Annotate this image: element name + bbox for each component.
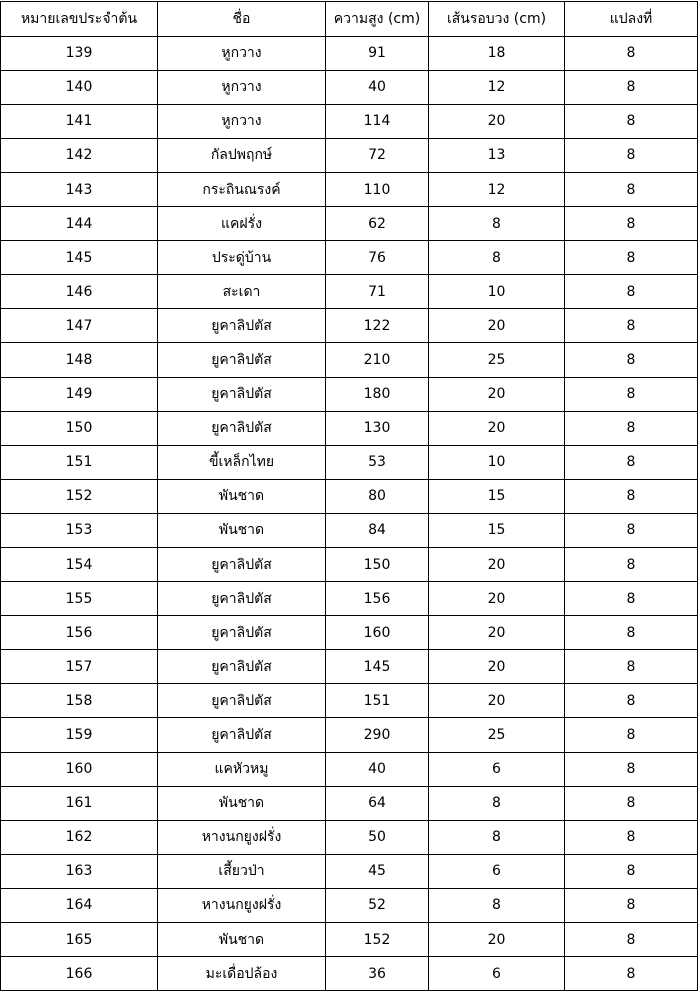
table-row — [1, 548, 698, 582]
table-row — [1, 582, 698, 616]
table-row — [1, 70, 698, 104]
cell-height: 50 — [326, 820, 429, 854]
cell-name: หางนกยูงฝรั่ง — [158, 820, 326, 854]
cell-circumference: 20 — [429, 104, 565, 138]
cell-name: ขี้เหล็กไทย — [158, 445, 326, 479]
table-body — [1, 36, 698, 991]
cell-name: พันชาด — [158, 786, 326, 820]
cell-circumference: 6 — [429, 957, 565, 991]
cell-name: พันชาด — [158, 479, 326, 513]
cell-plot: 8 — [565, 957, 698, 991]
cell-tree-id: 151 — [1, 445, 158, 479]
table-row — [1, 957, 698, 991]
cell-tree-id: 145 — [1, 241, 158, 275]
table-row — [1, 684, 698, 718]
cell-circumference: 15 — [429, 513, 565, 547]
cell-name: พันชาด — [158, 513, 326, 547]
cell-plot: 8 — [565, 445, 698, 479]
cell-plot: 8 — [565, 343, 698, 377]
cell-name: ยูคาลิปตัส — [158, 582, 326, 616]
cell-height: 290 — [326, 718, 429, 752]
cell-tree-id: 157 — [1, 650, 158, 684]
cell-plot: 8 — [565, 138, 698, 172]
cell-height: 40 — [326, 752, 429, 786]
cell-name: ยูคาลิปตัส — [158, 650, 326, 684]
cell-circumference: 20 — [429, 616, 565, 650]
table-row — [1, 616, 698, 650]
cell-name: ยูคาลิปตัส — [158, 684, 326, 718]
table-row — [1, 343, 698, 377]
cell-name: ยูคาลิปตัส — [158, 548, 326, 582]
cell-circumference: 8 — [429, 786, 565, 820]
cell-name: สะเดา — [158, 275, 326, 309]
cell-tree-id: 148 — [1, 343, 158, 377]
cell-tree-id: 161 — [1, 786, 158, 820]
cell-plot: 8 — [565, 36, 698, 70]
cell-tree-id: 154 — [1, 548, 158, 582]
table-row — [1, 138, 698, 172]
cell-height: 150 — [326, 548, 429, 582]
cell-tree-id: 164 — [1, 888, 158, 922]
cell-plot: 8 — [565, 923, 698, 957]
cell-height: 76 — [326, 241, 429, 275]
table-row — [1, 888, 698, 922]
header-tree-id: หมายเลขประจำต้น — [1, 2, 158, 37]
table-row — [1, 650, 698, 684]
cell-circumference: 20 — [429, 411, 565, 445]
cell-tree-id: 160 — [1, 752, 158, 786]
cell-circumference: 18 — [429, 36, 565, 70]
cell-plot: 8 — [565, 70, 698, 104]
table-row — [1, 923, 698, 957]
cell-circumference: 13 — [429, 138, 565, 172]
cell-height: 80 — [326, 479, 429, 513]
cell-name: ยูคาลิปตัส — [158, 377, 326, 411]
cell-circumference: 8 — [429, 241, 565, 275]
cell-height: 52 — [326, 888, 429, 922]
cell-tree-id: 143 — [1, 172, 158, 206]
cell-tree-id: 146 — [1, 275, 158, 309]
cell-circumference: 10 — [429, 445, 565, 479]
cell-name: ยูคาลิปตัส — [158, 309, 326, 343]
cell-name: กระถินณรงค์ — [158, 172, 326, 206]
cell-plot: 8 — [565, 888, 698, 922]
cell-circumference: 8 — [429, 888, 565, 922]
cell-tree-id: 163 — [1, 854, 158, 888]
cell-tree-id: 141 — [1, 104, 158, 138]
cell-circumference: 20 — [429, 309, 565, 343]
cell-plot: 8 — [565, 718, 698, 752]
cell-tree-id: 159 — [1, 718, 158, 752]
cell-tree-id: 158 — [1, 684, 158, 718]
cell-height: 72 — [326, 138, 429, 172]
cell-height: 62 — [326, 207, 429, 241]
cell-circumference: 20 — [429, 377, 565, 411]
table-row — [1, 241, 698, 275]
cell-tree-id: 144 — [1, 207, 158, 241]
cell-circumference: 20 — [429, 582, 565, 616]
cell-name: มะเดื่อปล้อง — [158, 957, 326, 991]
tree-data-table — [0, 1, 698, 991]
cell-plot: 8 — [565, 207, 698, 241]
cell-plot: 8 — [565, 786, 698, 820]
cell-tree-id: 149 — [1, 377, 158, 411]
table-row — [1, 854, 698, 888]
cell-name: ยูคาลิปตัส — [158, 616, 326, 650]
cell-plot: 8 — [565, 275, 698, 309]
cell-name: ยูคาลิปตัส — [158, 343, 326, 377]
cell-height: 160 — [326, 616, 429, 650]
cell-plot: 8 — [565, 616, 698, 650]
cell-tree-id: 162 — [1, 820, 158, 854]
table-row — [1, 513, 698, 547]
cell-name: เสี้ยวป่า — [158, 854, 326, 888]
cell-name: ประดู่บ้าน — [158, 241, 326, 275]
cell-plot: 8 — [565, 172, 698, 206]
cell-name: ยูคาลิปตัส — [158, 411, 326, 445]
cell-tree-id: 142 — [1, 138, 158, 172]
header-height: ความสูง (cm) — [326, 2, 429, 37]
cell-plot: 8 — [565, 650, 698, 684]
cell-tree-id: 152 — [1, 479, 158, 513]
cell-height: 53 — [326, 445, 429, 479]
cell-height: 130 — [326, 411, 429, 445]
cell-plot: 8 — [565, 309, 698, 343]
cell-height: 122 — [326, 309, 429, 343]
cell-plot: 8 — [565, 684, 698, 718]
cell-tree-id: 153 — [1, 513, 158, 547]
cell-tree-id: 166 — [1, 957, 158, 991]
cell-circumference: 20 — [429, 923, 565, 957]
cell-circumference: 25 — [429, 718, 565, 752]
cell-tree-id: 139 — [1, 36, 158, 70]
cell-name: หูกวาง — [158, 70, 326, 104]
table-row — [1, 36, 698, 70]
cell-circumference: 20 — [429, 684, 565, 718]
cell-plot: 8 — [565, 241, 698, 275]
cell-name: แคหัวหมู — [158, 752, 326, 786]
cell-circumference: 15 — [429, 479, 565, 513]
cell-height: 64 — [326, 786, 429, 820]
cell-plot: 8 — [565, 411, 698, 445]
header-name: ชื่อ — [158, 2, 326, 37]
cell-plot: 8 — [565, 104, 698, 138]
table-row — [1, 820, 698, 854]
cell-height: 152 — [326, 923, 429, 957]
cell-plot: 8 — [565, 820, 698, 854]
table-row — [1, 207, 698, 241]
table-row — [1, 377, 698, 411]
table-row — [1, 275, 698, 309]
cell-name: หูกวาง — [158, 36, 326, 70]
cell-plot: 8 — [565, 377, 698, 411]
cell-name: กัลปพฤกษ์ — [158, 138, 326, 172]
cell-circumference: 8 — [429, 207, 565, 241]
cell-height: 110 — [326, 172, 429, 206]
cell-height: 84 — [326, 513, 429, 547]
cell-circumference: 8 — [429, 820, 565, 854]
cell-tree-id: 147 — [1, 309, 158, 343]
cell-plot: 8 — [565, 752, 698, 786]
cell-tree-id: 140 — [1, 70, 158, 104]
cell-circumference: 10 — [429, 275, 565, 309]
cell-plot: 8 — [565, 479, 698, 513]
cell-height: 156 — [326, 582, 429, 616]
header-plot: แปลงที่ — [565, 2, 698, 37]
cell-circumference: 20 — [429, 548, 565, 582]
cell-circumference: 20 — [429, 650, 565, 684]
table-row — [1, 104, 698, 138]
cell-height: 114 — [326, 104, 429, 138]
cell-circumference: 6 — [429, 752, 565, 786]
cell-plot: 8 — [565, 548, 698, 582]
table-row — [1, 411, 698, 445]
table-header — [1, 2, 698, 37]
cell-name: พันชาด — [158, 923, 326, 957]
cell-height: 180 — [326, 377, 429, 411]
cell-plot: 8 — [565, 513, 698, 547]
cell-name: ยูคาลิปตัส — [158, 718, 326, 752]
table-row — [1, 752, 698, 786]
table-row — [1, 445, 698, 479]
cell-height: 40 — [326, 70, 429, 104]
header-row — [1, 2, 698, 37]
cell-height: 210 — [326, 343, 429, 377]
cell-name: แคฝรั่ง — [158, 207, 326, 241]
cell-height: 45 — [326, 854, 429, 888]
cell-tree-id: 165 — [1, 923, 158, 957]
cell-circumference: 6 — [429, 854, 565, 888]
cell-circumference: 12 — [429, 172, 565, 206]
cell-plot: 8 — [565, 582, 698, 616]
cell-tree-id: 150 — [1, 411, 158, 445]
cell-tree-id: 156 — [1, 616, 158, 650]
cell-height: 151 — [326, 684, 429, 718]
cell-height: 36 — [326, 957, 429, 991]
cell-height: 71 — [326, 275, 429, 309]
cell-circumference: 25 — [429, 343, 565, 377]
table-row — [1, 479, 698, 513]
table-row — [1, 172, 698, 206]
header-circumference: เส้นรอบวง (cm) — [429, 2, 565, 37]
table-row — [1, 718, 698, 752]
cell-tree-id: 155 — [1, 582, 158, 616]
cell-height: 91 — [326, 36, 429, 70]
cell-height: 145 — [326, 650, 429, 684]
cell-name: หูกวาง — [158, 104, 326, 138]
cell-plot: 8 — [565, 854, 698, 888]
table-row — [1, 309, 698, 343]
cell-name: หางนกยูงฝรั่ง — [158, 888, 326, 922]
table-row — [1, 786, 698, 820]
cell-circumference: 12 — [429, 70, 565, 104]
